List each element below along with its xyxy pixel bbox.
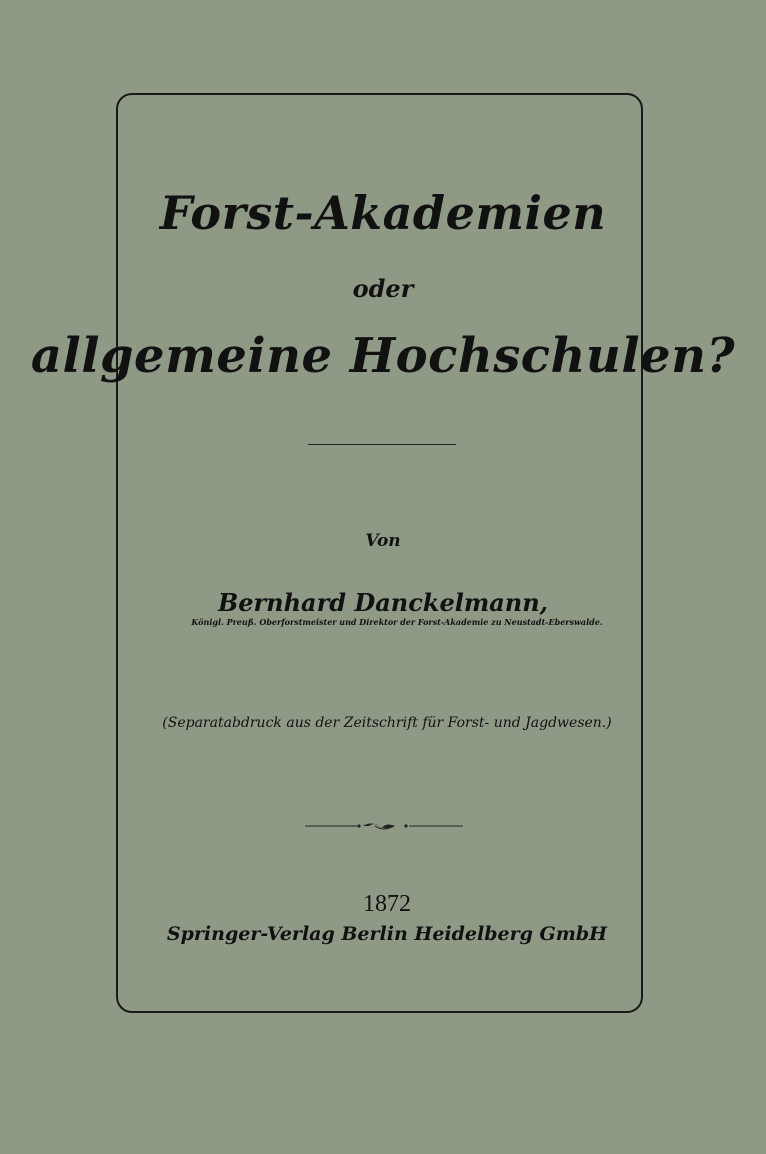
author-name: Bernhard Danckelmann, <box>217 588 549 617</box>
title-line-2: oder <box>352 274 414 303</box>
title-line-3: allgemeine Hochschulen? <box>30 328 736 384</box>
reprint-note: (Separatabdruck aus der Zeitschrift für Forst- und Jagdwesen.) <box>162 715 612 731</box>
by-label: Von <box>365 531 401 551</box>
ornamental-divider <box>305 818 463 834</box>
author-affiliation: Königl. Preuß. Oberforstmeister und Direktor der Forst-Akademie zu Neustadt-Eberswalde. <box>191 617 603 627</box>
title-divider-rule <box>308 444 456 445</box>
publisher: Springer-Verlag Berlin Heidelberg GmbH <box>166 923 608 945</box>
title-line-1: Forst-Akademien <box>159 186 607 240</box>
publication-year: 1872 <box>363 891 411 917</box>
